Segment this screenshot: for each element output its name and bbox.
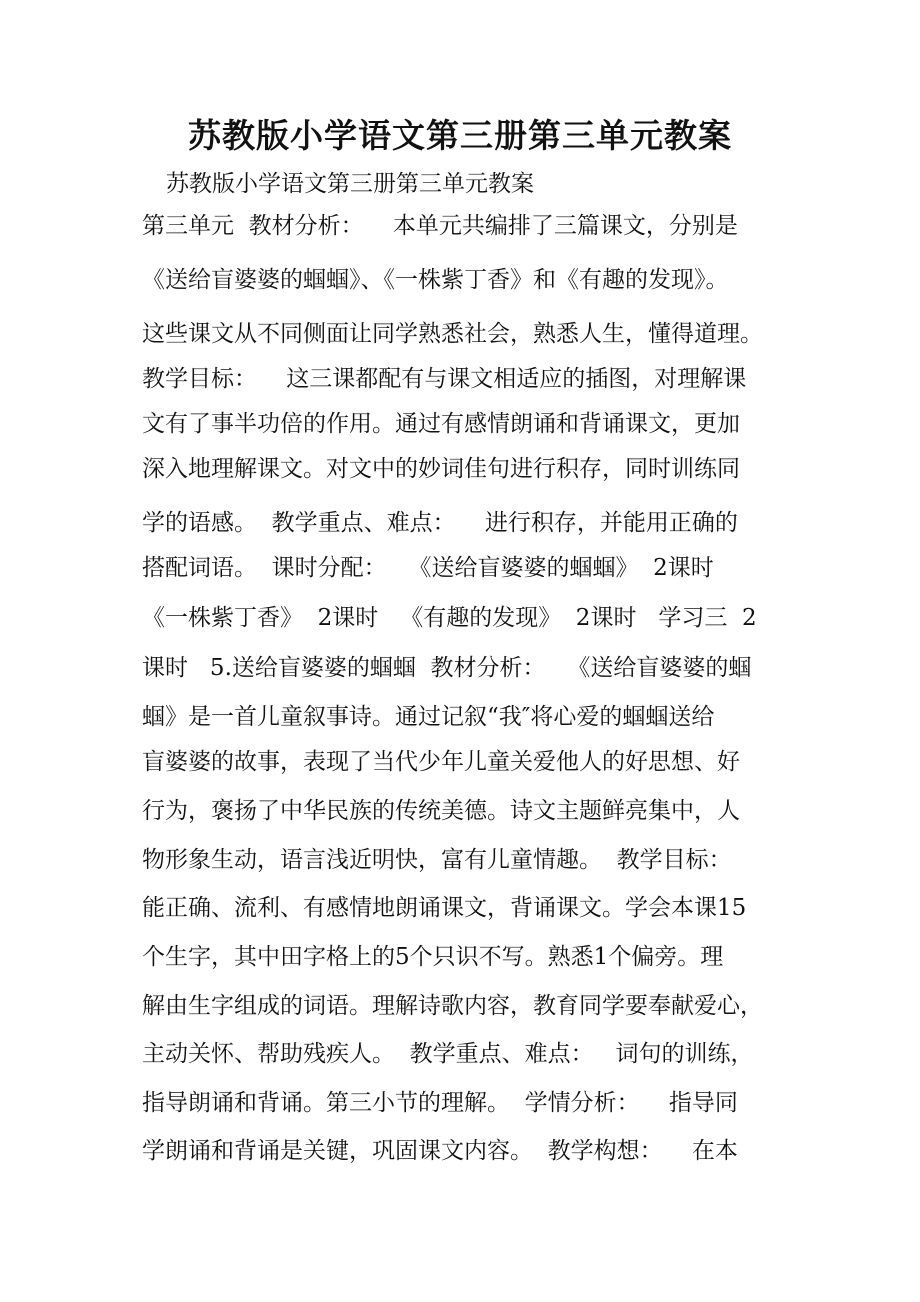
body-line: 蝈》是一首儿童叙事诗。通过记叙“我″将心爱的蝈蝈送给 <box>142 704 715 730</box>
body-line: 行为，褒扬了中华民族的传统美德。诗文主题鲜亮集中，人 <box>142 798 740 824</box>
body-line: 指导朗诵和背诵。第三小节的理解。 学情分析： 指导同 <box>142 1090 738 1116</box>
body-line: 《一株紫丁香》 2课时 《有趣的发现》 2课时 学习三 2 <box>142 605 757 631</box>
document-title: 苏教版小学语文第三册第三单元教案 <box>188 116 732 155</box>
body-line: 个生字，其中田字格上的5个只识不写。熟悉1个偏旁。理 <box>142 944 724 970</box>
body-line: 课时 5.送给盲婆婆的蝈蝈 教材分析： 《送给盲婆婆的蝈 <box>142 655 752 681</box>
body-line: 深入地理解课文。对文中的妙词佳句进行积存，同时训练同 <box>142 456 740 482</box>
document-subtitle: 苏教版小学语文第三册第三单元教案 <box>166 171 534 197</box>
body-line: 《送给盲婆婆的蝈蝈》、《一株紫丁香》和《有趣的发现》。 <box>142 267 729 293</box>
body-line: 能正确、流利、有感情地朗诵课文，背诵课文。学会本课15 <box>142 895 747 921</box>
body-line: 文有了事半功倍的作用。通过有感情朗诵和背诵课文，更加 <box>142 411 740 437</box>
body-line: 物形象生动，语言浅近明快，富有儿童情趣。 教学目标： <box>142 847 732 873</box>
body-line: 学朗诵和背诵是关键，巩固课文内容。 教学构想： 在本 <box>142 1138 738 1164</box>
body-line: 搭配词语。 课时分配： 《送给盲婆婆的蝈蝈》 2课时 <box>142 555 714 581</box>
body-line: 主动关怀、帮助残疾人。 教学重点、难点： 词句的训练， <box>142 1041 754 1067</box>
body-line: 这些课文从不同侧面让同学熟悉社会，熟悉人生，懂得道理。 <box>142 321 763 347</box>
body-line: 解由生字组成的词语。理解诗歌内容，教育同学要奉献爱心， <box>142 993 763 1019</box>
body-line: 盲婆婆的故事，表现了当代少年儿童关爱他人的好思想、好 <box>142 749 740 775</box>
body-line: 学的语感。 教学重点、难点： 进行积存，并能用正确的 <box>142 510 738 536</box>
body-line: 教学目标： 这三课都配有与课文相适应的插图，对理解课 <box>142 366 747 392</box>
body-line: 第三单元 教材分析： 本单元共编排了三篇课文，分别是 <box>142 213 738 239</box>
